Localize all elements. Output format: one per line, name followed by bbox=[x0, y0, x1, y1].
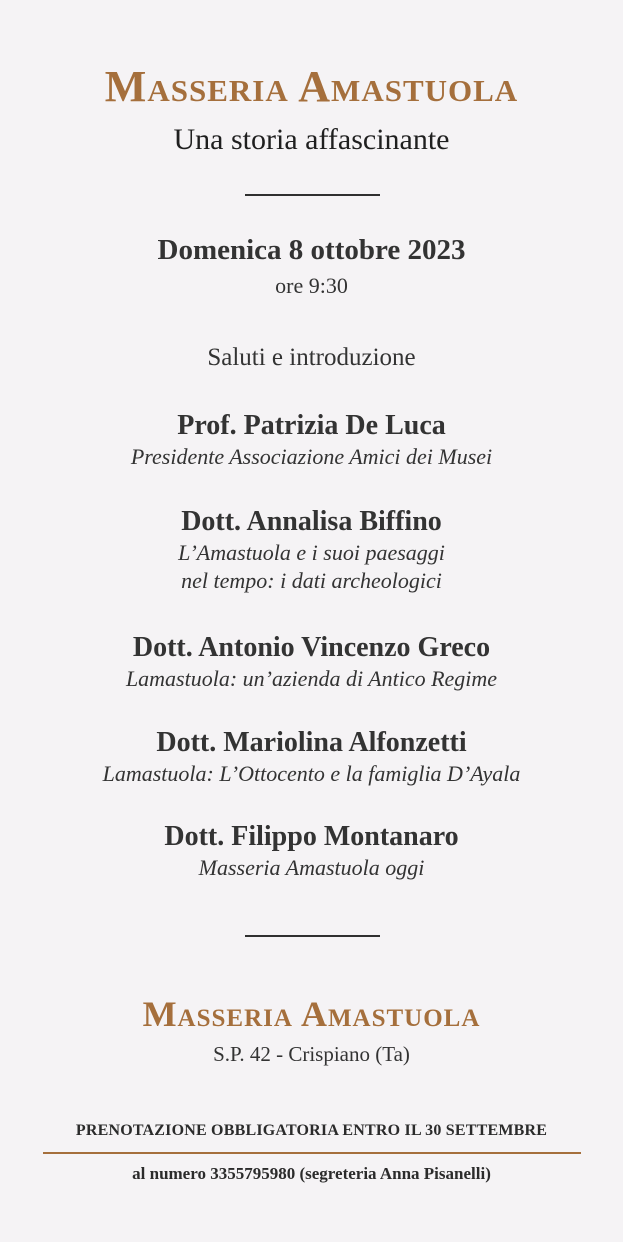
speaker-role: nel tempo: i dati archeologici bbox=[181, 568, 442, 593]
speaker-name: Dott. Annalisa Biffino bbox=[181, 506, 442, 537]
speaker-role: Lamastuola: L’Ottocento e la famiglia D’Ayala bbox=[102, 761, 521, 786]
divider-bottom bbox=[245, 935, 380, 937]
header-brand-title: Masseria Amastuola bbox=[104, 62, 519, 111]
speaker-name: Dott. Antonio Vincenzo Greco bbox=[132, 632, 491, 663]
speaker-role: L’Amastuola e i suoi paesaggi bbox=[178, 540, 445, 565]
footer-brand-title: Masseria Amastuola bbox=[142, 994, 481, 1034]
speaker-role: Presidente Associazione Amici dei Musei bbox=[130, 444, 493, 469]
speaker-name: Dott. Filippo Montanaro bbox=[164, 821, 459, 852]
booking-notice: PRENOTAZIONE OBBLIGATORIA ENTRO IL 30 SETTEMBRE bbox=[75, 1122, 548, 1139]
speaker-name: Dott. Mariolina Alfonzetti bbox=[156, 727, 467, 758]
speaker-item bbox=[0, 820, 623, 882]
speaker-name: Prof. Patrizia De Luca bbox=[177, 410, 446, 441]
speaker-role: Lamastuola: un’azienda di Antico Regime bbox=[125, 666, 498, 691]
speaker-item bbox=[0, 631, 623, 693]
venue-address: S.P. 42 - Crispiano (Ta) bbox=[213, 1042, 410, 1066]
event-time: ore 9:30 bbox=[275, 273, 348, 298]
header-subtitle: Una storia affascinante bbox=[173, 123, 450, 156]
speaker-item bbox=[0, 505, 623, 595]
booking-phone: al numero 3355795980 (segreteria Anna Pisanelli) bbox=[132, 1164, 491, 1183]
speaker-role: Masseria Amastuola oggi bbox=[198, 855, 425, 880]
speaker-item bbox=[0, 409, 623, 471]
speaker-item bbox=[0, 726, 623, 788]
divider-top bbox=[245, 194, 380, 196]
event-date: Domenica 8 ottobre 2023 bbox=[157, 234, 466, 266]
booking-divider bbox=[43, 1152, 581, 1154]
event-intro: Saluti e introduzione bbox=[207, 344, 416, 371]
